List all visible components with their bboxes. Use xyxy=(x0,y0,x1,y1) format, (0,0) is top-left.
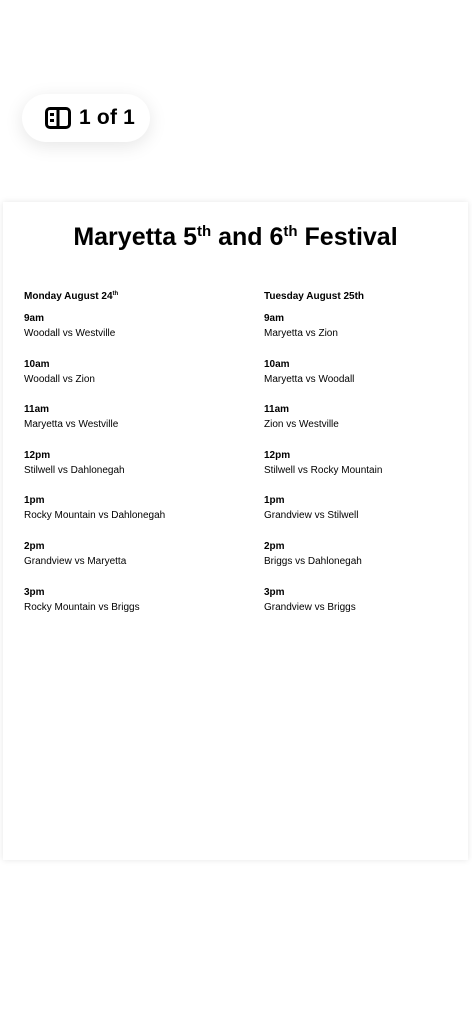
slot-game: Grandview vs Briggs xyxy=(264,601,356,613)
slot-time: 1pm xyxy=(24,495,45,507)
slot-game: Stilwell vs Rocky Mountain xyxy=(264,464,383,476)
schedule-slot xyxy=(264,449,469,495)
slot-time: 2pm xyxy=(264,540,285,552)
schedule-slot xyxy=(264,358,469,404)
schedule-slot xyxy=(264,586,469,632)
slot-game: Maryetta vs Westville xyxy=(24,419,119,431)
slot-game: Stilwell vs Dahlonegah xyxy=(24,464,125,476)
slot-game: Grandview vs Maryetta xyxy=(24,555,127,567)
slot-time: 10am xyxy=(264,358,290,370)
slot-time: 9am xyxy=(24,313,45,324)
schedule-slot xyxy=(24,449,229,495)
slot-time: 9am xyxy=(264,313,285,324)
slot-time: 10am xyxy=(24,358,50,370)
slot-time: 11am xyxy=(24,404,50,416)
schedule-slot xyxy=(264,403,469,449)
day-heading: Monday August 24th xyxy=(24,291,119,302)
slot-game: Woodall vs Westville xyxy=(24,328,116,339)
slot-time: 3pm xyxy=(24,586,45,598)
schedule-slot xyxy=(24,494,229,540)
slot-time: 2pm xyxy=(24,540,45,552)
page-title: Maryetta 5th and 6th Festival xyxy=(73,223,398,251)
slot-game: Briggs vs Dahlonegah xyxy=(264,555,362,567)
schedule-day-tuesday xyxy=(264,290,469,631)
schedule-slot xyxy=(264,312,469,358)
schedule-slot xyxy=(24,358,229,404)
schedule-slot xyxy=(24,540,229,586)
page-indicator-button[interactable] xyxy=(22,94,150,142)
slot-time: 12pm xyxy=(264,449,291,461)
slot-game: Rocky Mountain vs Dahlonegah xyxy=(24,510,166,522)
day-heading: Tuesday August 25th xyxy=(264,291,365,302)
slot-game: Grandview vs Stilwell xyxy=(264,510,359,522)
book-open-icon xyxy=(45,107,71,129)
schedule-day-monday xyxy=(24,290,229,631)
slot-game: Woodall vs Zion xyxy=(24,373,95,385)
document-page xyxy=(3,202,468,860)
slot-game: Rocky Mountain vs Briggs xyxy=(24,601,140,613)
slot-time: 12pm xyxy=(24,449,51,461)
schedule-slot xyxy=(264,540,469,586)
slot-time: 11am xyxy=(264,404,290,416)
slot-game: Maryetta vs Zion xyxy=(264,328,338,339)
schedule-slot xyxy=(24,403,229,449)
schedule-slot xyxy=(24,312,229,358)
slot-game: Zion vs Westville xyxy=(264,419,339,431)
schedule-slot xyxy=(264,494,469,540)
page-count-label: 1 of 1 xyxy=(79,106,136,129)
schedule-slot xyxy=(24,586,229,632)
slot-game: Maryetta vs Woodall xyxy=(264,373,355,385)
slot-time: 1pm xyxy=(264,495,285,507)
slot-time: 3pm xyxy=(264,586,285,598)
